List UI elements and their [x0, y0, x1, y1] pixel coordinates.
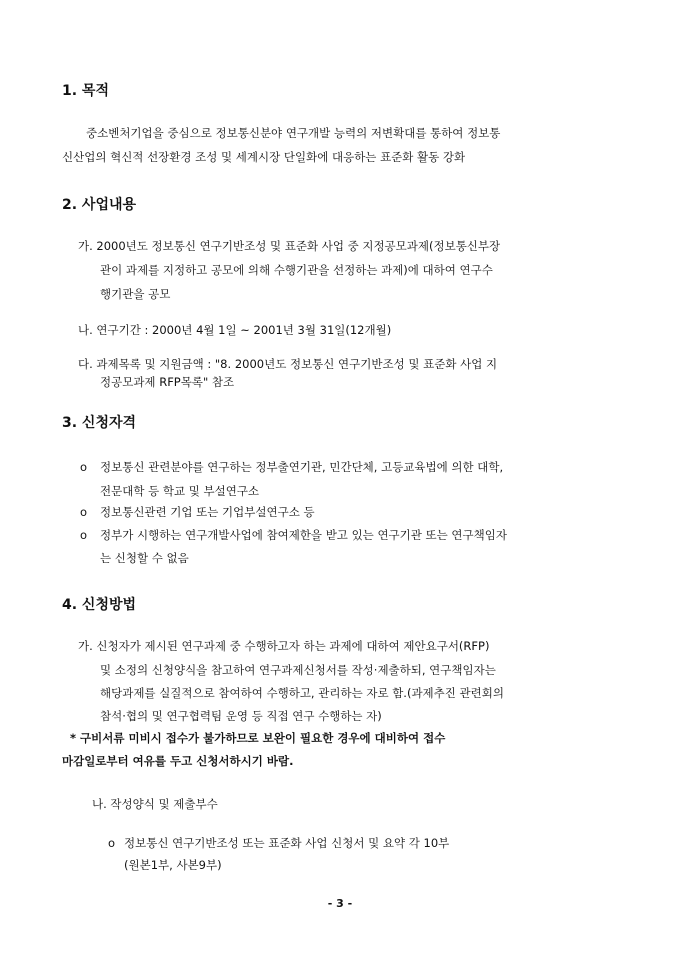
- section-4-item-ga-line-1: 가. 신청자가 제시된 연구과제 중 수행하고자 하는 과제에 대하여 제안요구서(RFP): [78, 639, 490, 653]
- section-3-item-1-line-1: 정보통신 관련분야를 연구하는 정부출연기관, 민간단체, 고등교육법에 의한 대학,: [100, 460, 504, 474]
- section-2-item-na-line-1: 나. 연구기간 : 2000년 4월 1일 ~ 2001년 3월 31일(12개월): [78, 323, 392, 337]
- section-3-bullet-2: o: [80, 505, 88, 519]
- section-3-item-2-line-1: 정보통신관련 기업 또는 기업부설연구소 등: [100, 505, 315, 519]
- section-4-item-ga-line-2: 및 소정의 신청양식을 참고하여 연구과제신청서를 작성·제출하되, 연구책임자는: [100, 663, 496, 677]
- section-3-item-1-line-2: 전문대학 등 학교 및 부설연구소: [100, 484, 260, 498]
- page-number: - 3 -: [327, 897, 353, 910]
- section-4-sub-bullet: o: [108, 836, 116, 850]
- section-2-item-da-line-1: 다. 과제목록 및 지원금액 : "8. 2000년도 정보통신 연구기반조성 및 표준화 사업 지: [78, 357, 498, 371]
- section-3-item-3-line-1: 정부가 시행하는 연구개발사업에 참여제한을 받고 있는 연구기관 또는 연구책임자: [100, 528, 507, 542]
- section-1-heading: 1. 목적: [62, 83, 109, 99]
- section-2-item-ga-line-2: 관이 과제를 지정하고 공모에 의해 수행기관을 선정하는 과제)에 대하여 연구수: [100, 263, 493, 277]
- section-3-item-3-line-2: 는 신청할 수 없음: [100, 551, 189, 565]
- notice-line-2: 마감일로부터 여유를 두고 신청서하시기 바람.: [62, 754, 294, 768]
- section-2-heading: 2. 사업내용: [62, 197, 137, 213]
- section-2-item-ga-line-1: 가. 2000년도 정보통신 연구기반조성 및 표준화 사업 중 지정공모과제(정보통신부장: [78, 239, 501, 253]
- section-4-heading: 4. 신청방법: [62, 597, 137, 613]
- section-3-bullet-1: o: [80, 460, 88, 474]
- section-2-item-ga-line-3: 행기관을 공모: [100, 287, 171, 301]
- section-2-item-da-line-2: 정공모과제 RFP목록" 참조: [100, 375, 235, 389]
- section-4-item-ga-line-4: 참석·협의 및 연구협력팀 운영 등 직접 연구 수행하는 자): [100, 709, 382, 723]
- section-1-line-1: 중소벤처기업을 중심으로 정보통신분야 연구개발 능력의 저변확대를 통하여 정보통: [86, 126, 501, 140]
- section-4-item-ga-line-3: 해당과제를 실질적으로 참여하여 수행하고, 관리하는 자로 함.(과제추진 관련회의: [100, 686, 504, 700]
- section-3-heading: 3. 신청자격: [62, 415, 137, 431]
- section-3-bullet-3: o: [80, 528, 88, 542]
- notice-line-1: * 구비서류 미비시 접수가 불가하므로 보완이 필요한 경우에 대비하여 접수: [70, 731, 446, 745]
- section-4-sub-line-2: (원본1부, 사본9부): [124, 858, 222, 872]
- section-4-sub-line-1: 정보통신 연구기반조성 또는 표준화 사업 신청서 및 요약 각 10부: [124, 836, 450, 850]
- section-4-item-na-line-1: 나. 작성양식 및 제출부수: [92, 797, 218, 811]
- section-1-line-2: 신산업의 혁신적 선장환경 조성 및 세계시장 단일화에 대응하는 표준화 활동 강화: [62, 150, 466, 164]
